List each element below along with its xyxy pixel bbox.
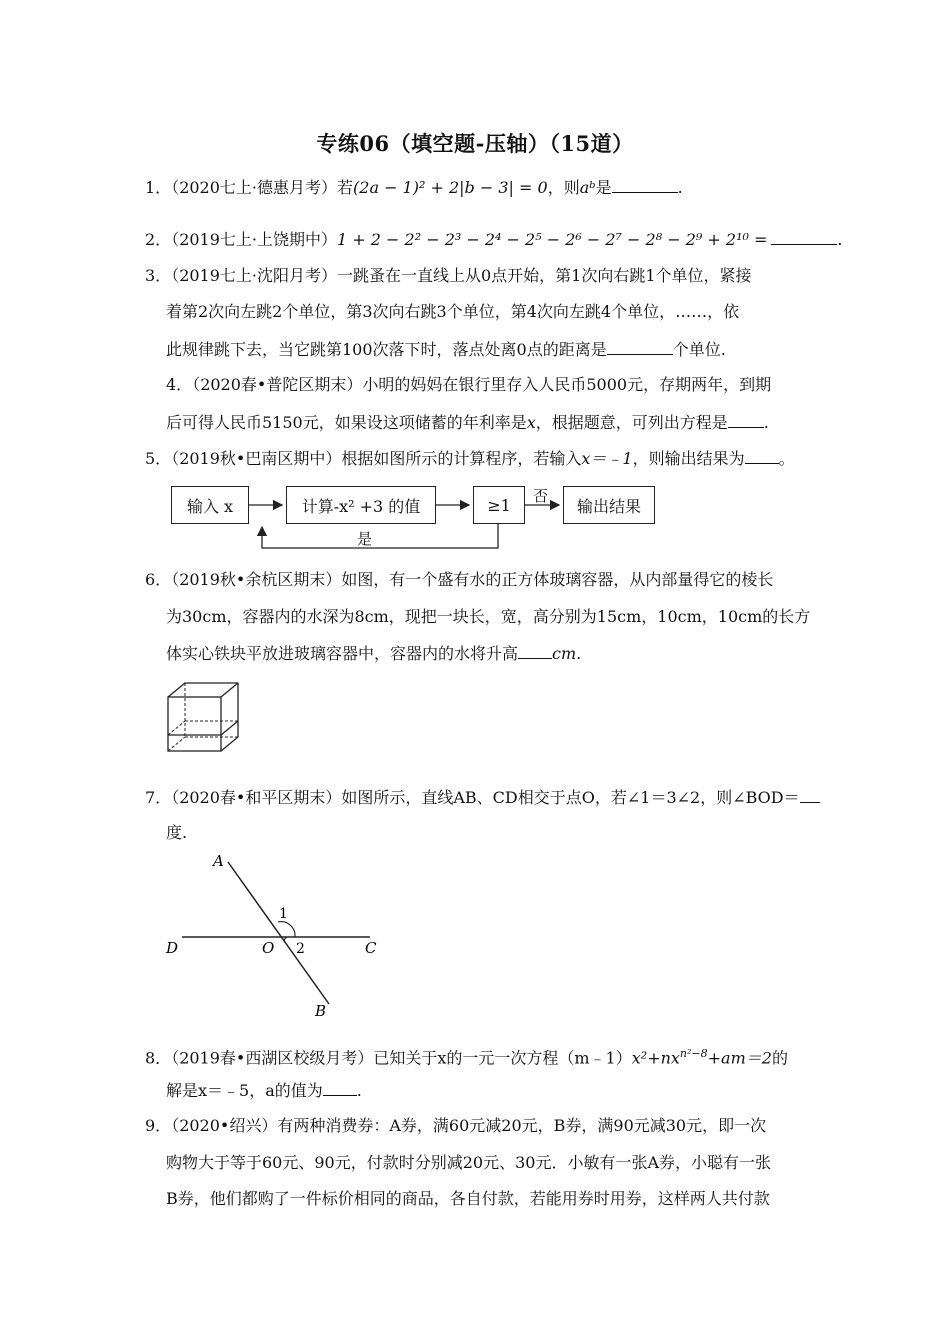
label-D: D: [166, 939, 179, 957]
answer-blank: [728, 411, 764, 428]
question-3-line-2: 着第2次向左跳2个单位，第3次向右跳3个单位，第4次向左跳4个单位，……，依: [166, 302, 740, 321]
question-4-line-1: 4．（2020春•普陀区期末）小明的妈妈在银行里存入人民币5000元，存期两年，到期: [166, 375, 772, 394]
q2-formula: 1 + 2 − 2² − 2³ − 2⁴ − 2⁵ − 2⁶ − 2⁷ − 2⁸ − 2⁹ + 2¹⁰ =: [337, 230, 768, 249]
label-O: O: [262, 939, 275, 957]
flow-compute-box: 计算-x² +3 的值: [286, 486, 436, 524]
question-3-line-3: 此规律跳下去，当它跳第100次落下时，落点处离0点的距离是 个单位.: [166, 340, 726, 359]
answer-blank: [800, 786, 820, 803]
intersecting-lines-figure: [160, 848, 390, 1020]
question-6-line-3: 体实心铁块平放进玻璃容器中，容器内的水将升高 cm.: [166, 644, 582, 663]
flow-output-box: 输出结果: [563, 486, 655, 524]
answer-blank: [607, 338, 673, 355]
question-2: 2．（2019七上·上饶期中）1 + 2 − 2² − 2³ − 2⁴ − 2⁵ − 2⁶ − 2⁷ − 2⁸ − 2⁹ + 2¹⁰ = .: [145, 230, 843, 249]
question-9-line-3: B券，他们都购了一件标价相同的商品，各自付款，若能用券时用券，这样两人共付款: [166, 1189, 770, 1208]
q1-formula: (2a − 1)² + 2|b − 3| = 0: [353, 178, 548, 197]
question-3-line-1: 3．（2019七上·沈阳月考）一跳蚤在一直线上从0点开始，第1次向右跳1个单位，紧接: [145, 266, 752, 285]
answer-blank: [745, 447, 779, 464]
answer-blank: [323, 1079, 357, 1096]
question-8-line-1: 8．（2019春•西湖区校级月考）已知关于x的一元一次方程$(m﹣1)x^2+nx^{n^2-8}+am=2$的: [145, 1047, 788, 1068]
label-C: C: [365, 939, 377, 957]
answer-blank: [518, 642, 552, 659]
question-8-line-2: 解是x＝﹣5，a的值为 .: [166, 1081, 362, 1100]
cube-figure: [165, 680, 245, 756]
question-9-line-2: 购物大于等于60元、90元，付款时分别减20元、30元．小敏有一张A券，小聪有一张: [166, 1153, 771, 1172]
angle-2-label: 2: [296, 941, 305, 957]
page-title: 专练06（填空题-压轴）（15道）: [316, 131, 634, 156]
answer-blank: [771, 228, 837, 245]
flow-check-box: ≥1: [473, 486, 525, 524]
question-6-line-1: 6．（2019秋•余杭区期末）如图，有一个盛有水的正方体玻璃容器，从内部量得它的棱长: [145, 570, 774, 589]
question-7-line-2: 度.: [166, 823, 188, 842]
question-7-line-1: 7．（2020春•和平区期末）如图所示，直线AB、CD相交于点O，若∠1＝3∠2，则∠BOD＝: [145, 786, 810, 809]
label-A: A: [213, 852, 224, 870]
question-6-line-2: 为30cm，容器内的水深为8cm，现把一块长，宽，高分别为15cm，10cm，10cm的长方: [166, 607, 811, 626]
answer-blank: [612, 176, 678, 193]
question-5: 5．（2019秋•巴南区期中）根据如图所示的计算程序，若输入x＝﹣1，则输出结果为 。: [145, 449, 795, 468]
question-4-line-2: 后可得人民币5150元，如果设这项储蓄的年利率是x，根据题意，可列出方程是 .: [166, 413, 769, 432]
angle-1-label: 1: [279, 906, 288, 922]
flow-yes-label: 是: [357, 530, 373, 548]
flow-no-label: 否: [533, 487, 549, 505]
question-1: 1．（2020七上·德惠月考）若(2a − 1)² + 2|b − 3| = 0，则aᵇ是 .: [145, 178, 683, 197]
label-B: B: [315, 1002, 327, 1020]
flow-input-box: 输入 x: [171, 486, 249, 524]
question-9-line-1: 9．（2020•绍兴）有两种消费券：A券，满60元减20元，B券，满90元减30元，即一次: [145, 1116, 767, 1135]
